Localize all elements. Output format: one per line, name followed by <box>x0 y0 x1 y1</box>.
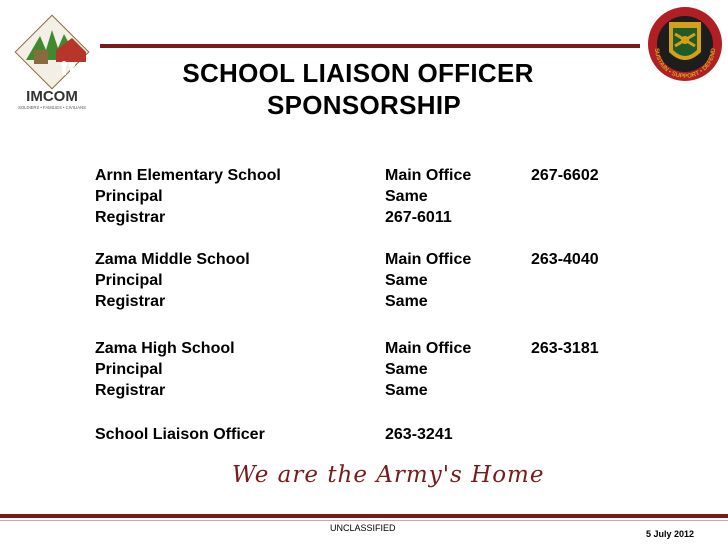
row-contact: Main Office <box>385 340 472 357</box>
row-contact: 267-6011 <box>385 209 452 226</box>
row-contact: 263-3241 <box>385 426 453 443</box>
top-rule <box>100 44 640 48</box>
bottom-rule-thin <box>0 520 728 521</box>
row-name: Principal <box>95 188 163 205</box>
row-contact: Same <box>385 382 428 399</box>
row-name: Principal <box>95 272 163 289</box>
page-subtitle: SPONSORSHIP <box>266 90 461 120</box>
page-title: SCHOOL LIAISON OFFICER <box>182 58 534 88</box>
row-name: Arnn Elementary School <box>95 167 281 184</box>
row-name: Registrar <box>95 209 166 226</box>
bottom-rule <box>0 514 728 518</box>
classification-label: UNCLASSIFIED <box>330 523 396 533</box>
row-contact: Same <box>385 188 428 205</box>
row-contact: Same <box>385 361 428 378</box>
row-name: Zama Middle School <box>95 251 250 268</box>
row-name: School Liaison Officer <box>95 426 265 443</box>
army-motto: SUSTAIN • SUPPORT • DEFEND <box>652 47 718 81</box>
date-label: 5 July 2012 <box>646 529 695 539</box>
imcom-wordmark: IMCOM <box>26 88 78 105</box>
row-name: Registrar <box>95 293 166 310</box>
row-phone: 263-3181 <box>531 340 599 357</box>
row-name: Registrar <box>95 382 166 399</box>
row-contact: Same <box>385 293 428 310</box>
row-name: Zama High School <box>95 340 235 357</box>
slogan: We are the Army's Home <box>232 462 545 488</box>
row-contact: Main Office <box>385 167 472 184</box>
row-contact: Main Office <box>385 251 472 268</box>
row-phone: 263-4040 <box>531 251 599 268</box>
row-name: Principal <box>95 361 163 378</box>
row-phone: 267-6602 <box>531 167 599 184</box>
imcom-tagline: SOLDIERS • FAMILIES • CIVILIANS <box>18 105 86 110</box>
row-contact: Same <box>385 272 428 289</box>
